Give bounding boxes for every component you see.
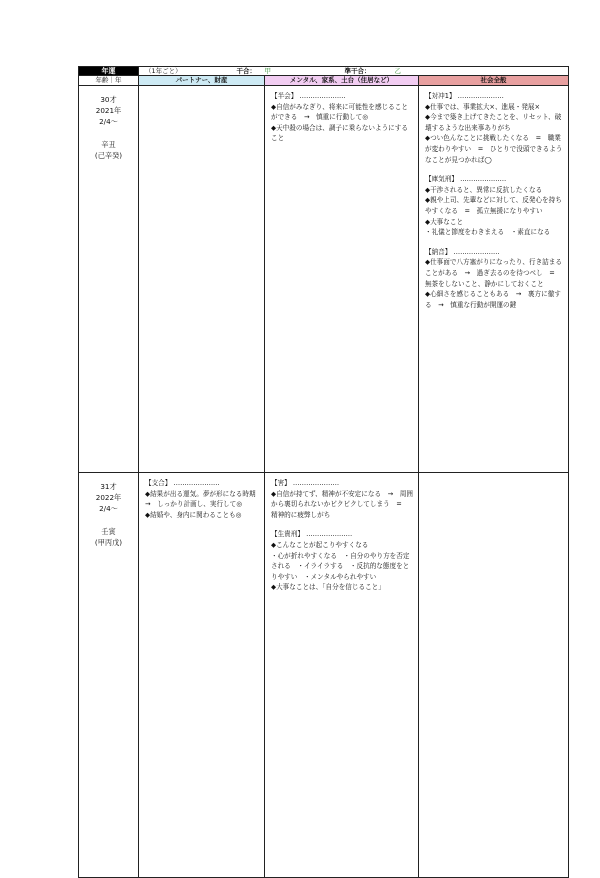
jun-kango-cell <box>394 67 569 76</box>
fortune-section <box>271 478 414 520</box>
fortune-section <box>145 478 263 520</box>
section-title: 【半会】 ………………… <box>271 92 346 100</box>
section-title: 【対冲1】 ………………… <box>425 92 504 100</box>
age-line: 2022年 <box>95 493 122 502</box>
age-line: 31才 <box>100 482 117 491</box>
title-row <box>79 67 569 76</box>
fortune-table-page <box>78 66 568 878</box>
mental-cell <box>265 86 419 473</box>
section-title: 【支合】 ………………… <box>145 479 220 487</box>
section-line: ◆仕事面で八方塞がりになったり、行き詰まることがある → 過ぎ去るのを待つべし = 無茶をしないこと、静かにしておくこと <box>425 258 562 288</box>
section-line: ◆自信が持てず、精神が不安定になる → 周囲から裏切られないかビクビクしてしまう = 精神的に疲弊しがち <box>271 489 413 519</box>
col-society-header: 社会全般 <box>419 76 569 86</box>
section-line: ◆今まで築き上げてきたことを、リセット、破壊するような出来事ありがち <box>425 113 562 132</box>
age-line: 壬寅 <box>101 527 116 536</box>
period-note: （1年ごと） <box>139 67 265 76</box>
age-line: 辛丑 <box>101 140 116 149</box>
partner-cell <box>139 86 265 473</box>
fortune-section <box>425 247 564 311</box>
section-line: ◆つい色んなことに挑戦したくなる = 職業が変わりやすい = ひとりで没頭できるようなことが見つかれば◯ <box>425 134 563 164</box>
age-year-cell <box>79 473 139 878</box>
section-title: 【納音】 ………………… <box>425 247 500 256</box>
kango-value: 甲 <box>264 67 271 75</box>
section-title: 【庫気刑】 ………………… <box>425 175 507 184</box>
age-year-cell <box>79 86 139 473</box>
section-line: ◆干渉されると、異常に反抗したくなる <box>425 185 543 194</box>
section-title: 【生貴刑】 ………………… <box>271 530 353 539</box>
society-cell <box>419 473 569 878</box>
society-cell <box>419 86 569 473</box>
table-row <box>79 473 569 878</box>
age-line: (己辛癸) <box>94 151 123 160</box>
col-partner-header: パートナー、財産 <box>139 76 265 86</box>
column-header-row <box>79 76 569 86</box>
kango-label: 干合： <box>236 67 256 75</box>
section-line: ・心が折れやすくなる ・自分のやり方を否定される ・イライラする ・反抗的な態度をとりやすい ・メンタルやられやすい <box>271 551 410 581</box>
section-line: ◆こんなことが起こりやすくなる <box>271 540 369 549</box>
section-line: ◆結婚や、身内に関わることも◎ <box>145 510 242 519</box>
jun-kango-value: 乙 <box>394 67 401 75</box>
section-line: ◆仕事では、事業拡大×、進展・発展× <box>425 102 541 111</box>
table-row <box>79 86 569 473</box>
year-fortune-label: 年運 <box>79 67 139 76</box>
mental-cell <box>265 473 419 878</box>
section-line: ◆結果が出る運気。夢が形になる時期 → しっかり計画し、実行して◎ <box>145 489 263 509</box>
annual-fortune-table <box>78 66 569 878</box>
section-line: ◆大事なことは、「自分を信じること」 <box>271 583 385 592</box>
section-line: ◆心細さを感じることもある → 裏方に徹する → 慎重な行動が開運の鍵 <box>425 290 561 309</box>
section-title: 【害】 ………………… <box>271 479 340 487</box>
age-line: 2021年 <box>95 106 122 115</box>
age-line: 30才 <box>100 95 117 104</box>
fortune-section <box>271 529 414 593</box>
age-line: 2/4～ <box>99 504 118 513</box>
fortune-section <box>271 91 414 144</box>
col-age-header: 年齢｜年 <box>79 76 139 86</box>
age-line: (甲丙戊) <box>94 538 123 547</box>
section-line: ・礼儀と節度をわきまえる ・素直になる <box>425 228 551 237</box>
partner-cell <box>139 473 265 878</box>
col-mental-header: メンタル、家系、土台（住居など） <box>265 76 419 86</box>
age-line: 2/4～ <box>99 117 118 126</box>
fortune-section <box>425 174 564 238</box>
section-line: ◆天中殺の場合は、調子に乗らないようにすること <box>271 123 408 143</box>
fortune-section <box>425 91 564 165</box>
section-line: ◆親や上司、先輩などに対して、反発心を持ちやすくなる = 孤立無援になりやすい <box>425 196 562 215</box>
jun-kango-label: 準干合： <box>344 67 371 75</box>
section-line: ◆大事なこと <box>425 217 464 226</box>
section-line: ◆自信がみなぎり、将来に可能性を感じることができる → 慎重に行動して◎ <box>271 102 408 122</box>
